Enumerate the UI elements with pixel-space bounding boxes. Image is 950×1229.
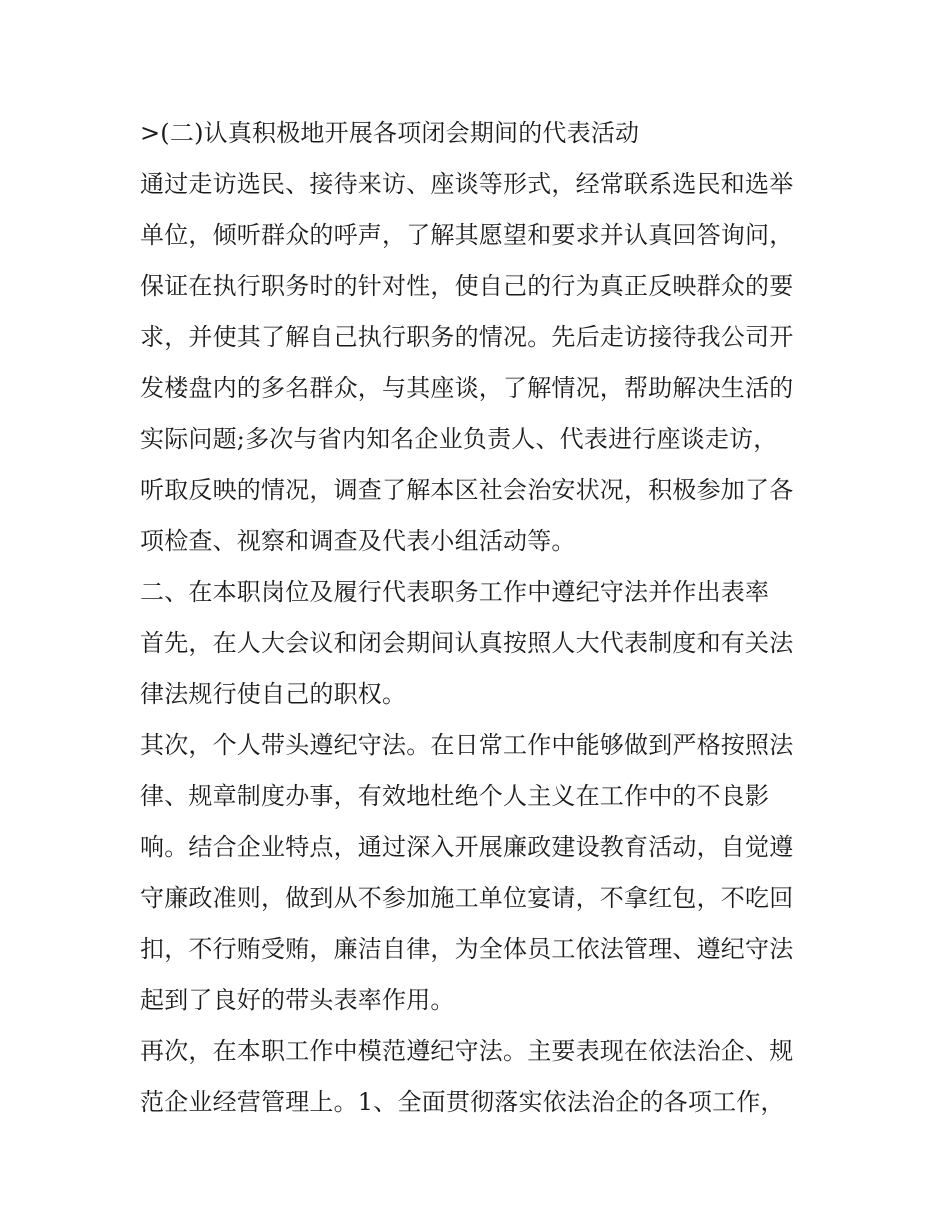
text-line: 再次，在本职工作中模范遵纪守法。主要表现在依法治企、规 — [140, 1037, 794, 1065]
text-line: 实际问题;多次与省内知名企业负责人、代表进行座谈走访， — [140, 425, 778, 453]
text-line: 项检查、视察和调查及代表小组活动等。 — [140, 527, 576, 555]
text-line: 起到了良好的带头表率作用。 — [140, 986, 455, 1014]
text-line: 求，并使其了解自己执行职务的情况。先后走访接待我公司开 — [140, 323, 794, 351]
text-line: 扣，不行贿受贿，廉洁自律，为全体员工依法管理、遵纪守法 — [140, 935, 794, 963]
text-line: 其次，个人带头遵纪守法。在日常工作中能够做到严格按照法 — [140, 731, 794, 759]
section-heading: 二、在本职岗位及履行代表职务工作中遵纪守法并作出表率 — [140, 578, 770, 606]
text-line: 听取反映的情况，调查了解本区社会治安状况，积极参加了各 — [140, 476, 794, 504]
text-line: 发楼盘内的多名群众，与其座谈，了解情况，帮助解决生活的 — [140, 374, 794, 402]
text-line: 保证在执行职务时的针对性，使自己的行为真正反映群众的要 — [140, 272, 794, 300]
text-line: 守廉政准则，做到从不参加施工单位宴请，不拿红包，不吃回 — [140, 884, 794, 912]
text-line: 律法规行使自己的职权。 — [140, 680, 407, 708]
section-heading: >(二)认真积极地开展各项闭会期间的代表活动 — [140, 119, 640, 147]
document-body — [140, 108, 820, 1128]
text-line: 通过走访选民、接待来访、座谈等形式，经常联系选民和选举 — [140, 170, 794, 198]
text-line: 响。结合企业特点，通过深入开展廉政建设教育活动，自觉遵 — [140, 833, 794, 861]
text-line: 范企业经营管理上。1、全面贯彻落实依法治企的各项工作， — [140, 1088, 785, 1116]
text-line: 律、规章制度办事，有效地杜绝个人主义在工作中的不良影 — [140, 782, 770, 810]
text-line: 首先，在人大会议和闭会期间认真按照人大代表制度和有关法 — [140, 629, 794, 657]
text-line: 单位，倾听群众的呼声，了解其愿望和要求并认真回答询问， — [140, 221, 794, 249]
